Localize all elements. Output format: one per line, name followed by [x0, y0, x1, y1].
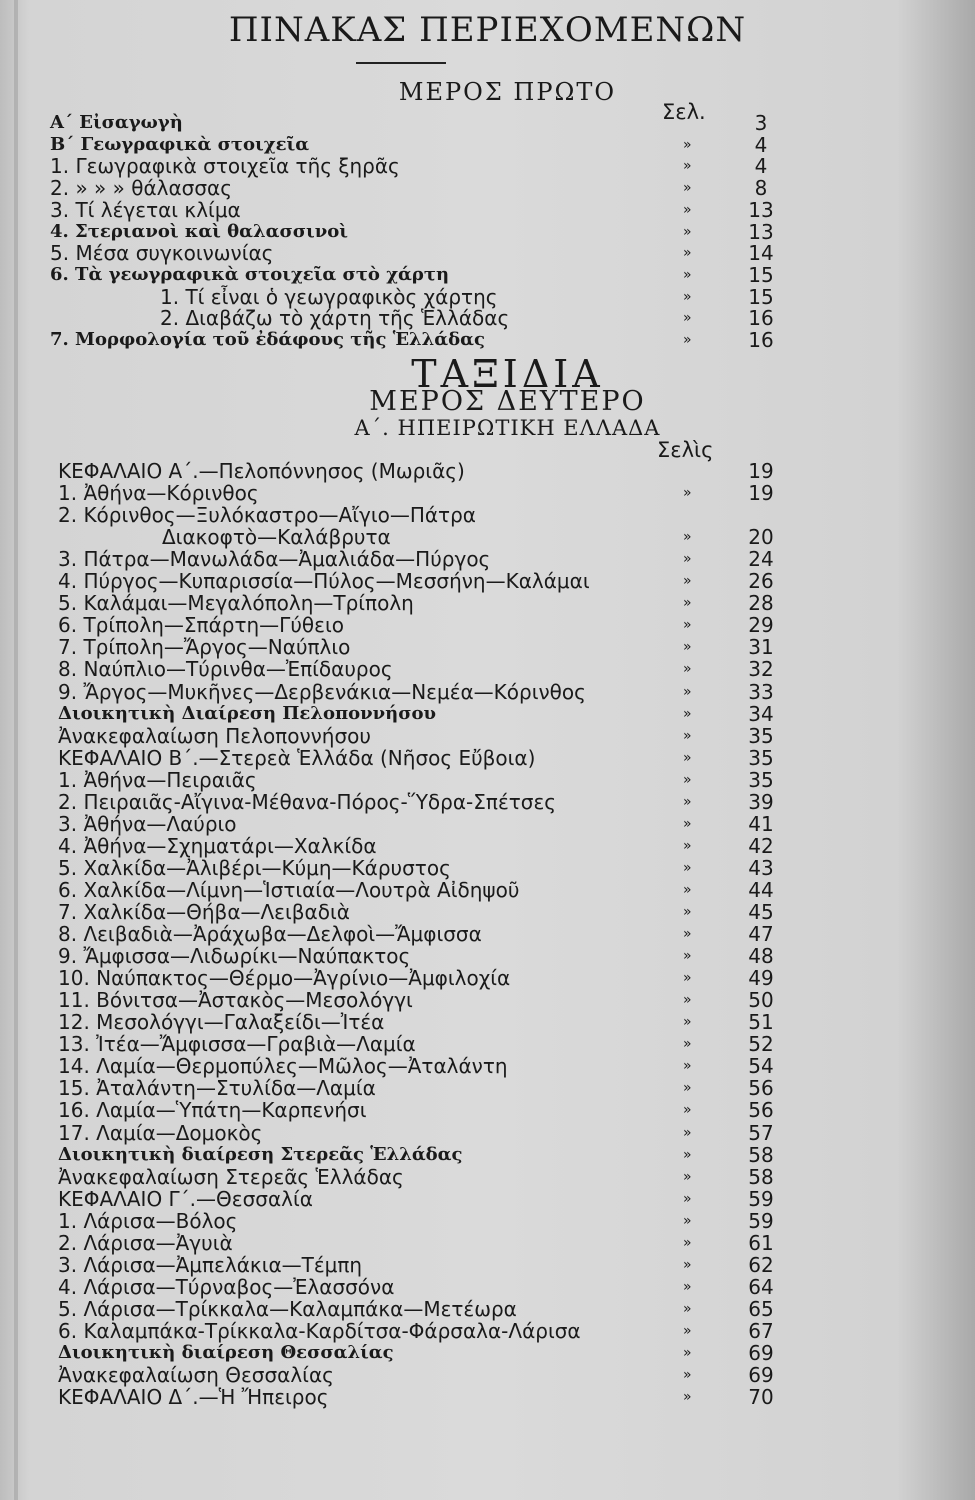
- toc-entry-ditto-mark: »: [683, 573, 692, 590]
- toc-entry: [0, 1144, 975, 1166]
- toc-entry-title: Β΄ Γεωγραφικὰ στοιχεῖα: [50, 133, 310, 155]
- toc-entry-page-number: 35: [748, 767, 774, 792]
- toc-entry: [0, 1298, 975, 1320]
- toc-entry-page-number: 16: [748, 328, 774, 352]
- toc-entry-page-number: 33: [748, 679, 774, 704]
- toc-entry: [0, 636, 975, 658]
- page-title: ΠΙΝΑΚΑΣ ΠΕΡΙΕΧΟΜΕΝΩΝ: [228, 10, 747, 50]
- toc-entry-ditto-mark: »: [683, 332, 692, 348]
- toc-entry-title: 7. Μορφολογία τοῦ ἐδάφους τῆς Ἑλλάδας: [50, 329, 485, 350]
- toc-entry-ditto-mark: »: [683, 992, 692, 1009]
- toc-entry-page-number: 42: [748, 833, 774, 858]
- toc-entry-title: 1. Λάρισα—Βόλος: [58, 1208, 238, 1233]
- toc-entry: [0, 307, 975, 329]
- toc-entry-page-number: 8: [754, 176, 768, 201]
- toc-entry: [0, 1364, 975, 1386]
- toc-entry-ditto-mark: »: [683, 793, 692, 810]
- toc-entry-title: 16. Λαμία—Ὑπάτη—Καρπενήσι: [58, 1098, 367, 1123]
- toc-entry: [0, 264, 975, 286]
- toc-entry-page-number: 56: [748, 1076, 774, 1101]
- toc-entry-title: Ἀνακεφαλαίωση Πελοποννήσου: [58, 723, 371, 748]
- toc-entry: [0, 155, 975, 177]
- toc-entry: [0, 1099, 975, 1121]
- toc-entry: [0, 1210, 975, 1232]
- toc-entry-page-number: 52: [748, 1032, 774, 1057]
- toc-entry-ditto-mark: »: [683, 948, 692, 965]
- toc-entry-page-number: 43: [748, 855, 774, 880]
- toc-entry-ditto-mark: »: [683, 881, 692, 898]
- toc-entry: [0, 592, 975, 614]
- toc-entry-ditto-mark: »: [683, 158, 692, 175]
- toc-entry: [0, 879, 975, 901]
- toc-entry-title: 1. Ἀθήνα—Πειραιᾶς: [58, 767, 257, 792]
- toc-entry-ditto-mark: »: [683, 1300, 692, 1317]
- toc-entry: [0, 329, 975, 351]
- toc-entry-ditto-mark: »: [683, 288, 692, 305]
- toc-entry-title: Διοικητικὴ Διαίρεση Πελοποννήσου: [58, 702, 436, 724]
- toc-entry: [0, 747, 975, 769]
- toc-entry: [0, 1033, 975, 1055]
- toc-entry: [0, 658, 975, 680]
- toc-entry-title: 1. Γεωγραφικὰ στοιχεῖα τῆς ξηρᾶς: [50, 154, 400, 179]
- toc-entry-page-number: 20: [748, 525, 774, 550]
- toc-entry-title: 2. Κόρινθος—Ξυλόκαστρο—Αἴγιο—Πάτρα: [58, 503, 476, 528]
- toc-entry-title: 6. Χαλκίδα—Λίμνη—Ἱστιαία—Λουτρὰ Αἰδηψοῦ: [58, 877, 520, 902]
- toc-entry-ditto-mark: »: [683, 970, 692, 987]
- toc-entry-title: 7. Τρίπολη—Ἄργος—Ναύπλιο: [58, 635, 351, 660]
- toc-entry-ditto-mark: »: [683, 617, 692, 634]
- toc-entry-ditto-mark: »: [683, 1212, 692, 1229]
- toc-entry-page-number: 13: [748, 197, 774, 222]
- toc-entry: [0, 945, 975, 967]
- toc-entry-title: Ἀνακεφαλαίωση Στερεᾶς Ἑλλάδας: [58, 1164, 404, 1189]
- toc-entry-ditto-mark: »: [683, 639, 692, 656]
- toc-entry-title: 3. Τί λέγεται κλίμα: [50, 197, 241, 222]
- toc-entry-title: 10. Ναύπακτος—Θέρμο—Ἀγρίνιο—Ἀμφιλοχία: [58, 966, 511, 991]
- toc-entry: [0, 1320, 975, 1342]
- toc-entry-title: ΚΕΦΑΛΑΙΟ Δ΄.—Ἡ Ἤπειρος: [58, 1385, 329, 1410]
- title-underline: [356, 62, 446, 64]
- toc-entry: [0, 923, 975, 945]
- toc-entry-ditto-mark: »: [683, 1190, 692, 1207]
- toc-entry-title: 3. Πάτρα—Μανωλάδα—Ἀμαλιάδα—Πύργος: [58, 547, 491, 572]
- toc-entry-page-number: 34: [748, 701, 774, 726]
- toc-entry-ditto-mark: »: [683, 1080, 692, 1097]
- toc-entry-title: 3. Λάρισα—Ἀμπελάκια—Τέμπη: [58, 1252, 363, 1277]
- toc-entry-page-number: 32: [748, 657, 774, 682]
- toc-entry-page-number: 35: [748, 723, 774, 748]
- toc-entry-title: ΚΕΦΑΛΑΙΟ Γ΄.—Θεσσαλία: [58, 1186, 313, 1211]
- trips-page-column-label: Σελὶς: [657, 438, 714, 462]
- toc-entry: [0, 1386, 975, 1408]
- toc-entry-title: 2. Πειραιᾶς-Αἴγινα-Μέθανα-Πόρος-Ὕδρα-Σπέτσες: [58, 789, 557, 814]
- toc-entry-page-number: 49: [748, 966, 774, 991]
- toc-entry-ditto-mark: »: [683, 201, 692, 218]
- toc-entry-title: 1. Τί εἶναι ὁ γεωγραφικὸς χάρτης: [160, 284, 498, 309]
- toc-entry-page-number: 51: [748, 1010, 774, 1035]
- toc-entry-ditto-mark: »: [683, 1058, 692, 1075]
- toc-entry-ditto-mark: »: [683, 1124, 692, 1141]
- toc-entry-title: Ἀνακεφαλαίωση Θεσσαλίας: [58, 1363, 334, 1388]
- toc-entry: [0, 1077, 975, 1099]
- toc-entry-title: Διοικητικὴ διαίρεση Θεσσαλίας: [58, 1342, 394, 1363]
- toc-entry-ditto-mark: »: [683, 859, 692, 876]
- toc-entry-ditto-mark: »: [683, 1389, 692, 1406]
- toc-entry: [0, 1232, 975, 1254]
- toc-entry: [0, 813, 975, 835]
- toc-entry-page-number: 15: [748, 284, 774, 309]
- toc-entry: [0, 1276, 975, 1298]
- toc-entry-ditto-mark: »: [683, 683, 692, 700]
- toc-entry-page-number: 70: [748, 1385, 774, 1410]
- part-one-page-column-label: Σελ.: [662, 100, 706, 124]
- toc-entry: [0, 967, 975, 989]
- toc-entry-page-number: 50: [748, 988, 774, 1013]
- toc-entry-title: 4. Ἀθήνα—Σχηματάρι—Χαλκίδα: [58, 833, 377, 858]
- toc-entry: [0, 504, 975, 526]
- toc-entry-page-number: 45: [748, 900, 774, 924]
- toc-entry-ditto-mark: »: [683, 661, 692, 678]
- toc-entry-page-number: 64: [748, 1274, 774, 1299]
- toc-entry-page-number: 19: [748, 459, 774, 483]
- toc-entry: [0, 134, 975, 156]
- toc-entry-ditto-mark: »: [683, 727, 692, 744]
- toc-entry-ditto-mark: »: [683, 1322, 692, 1339]
- toc-entry: [0, 1188, 975, 1210]
- toc-entry-ditto-mark: »: [683, 1036, 692, 1053]
- toc-entry-ditto-mark: »: [683, 1014, 692, 1031]
- toc-entry: [0, 570, 975, 592]
- toc-entry-ditto-mark: »: [683, 1146, 692, 1163]
- toc-entry-title: 15. Ἀταλάντη—Στυλίδα—Λαμία: [58, 1076, 376, 1101]
- toc-entry: [0, 482, 975, 504]
- toc-entry-title: ΚΕΦΑΛΑΙΟ Α΄.—Πελοπόννησος (Μωριᾶς): [58, 459, 465, 483]
- region-heading: Α΄. ΗΠΕΙΡΩΤΙΚΗ ΕΛΛΑΔΑ: [354, 416, 661, 440]
- toc-entry-page-number: 56: [748, 1098, 774, 1123]
- toc-entry-title: 7. Χαλκίδα—Θήβα—Λειβαδιὰ: [58, 900, 350, 924]
- toc-entry: [0, 1342, 975, 1364]
- toc-entry-title: 3. Ἀθήνα—Λαύριο: [58, 811, 237, 836]
- toc-entry-title: Α΄ Εἰσαγωγὴ: [50, 112, 183, 133]
- toc-entry: [0, 835, 975, 857]
- toc-entry-ditto-mark: »: [683, 1234, 692, 1251]
- toc-entry-page-number: 26: [748, 569, 774, 594]
- toc-entry-ditto-mark: »: [683, 1278, 692, 1295]
- toc-entry-ditto-mark: »: [683, 749, 692, 766]
- toc-entry-ditto-mark: »: [683, 837, 692, 854]
- toc-entry: [0, 199, 975, 221]
- toc-entry-page-number: 41: [748, 811, 774, 836]
- toc-entry-page-number: 35: [748, 745, 774, 770]
- toc-entry-ditto-mark: »: [683, 310, 692, 327]
- toc-entry-page-number: 14: [748, 241, 774, 266]
- toc-entry-title: 6. Τὰ γεωγραφικὰ στοιχεῖα στὸ χάρτη: [50, 263, 450, 285]
- toc-entry-page-number: 19: [748, 481, 774, 506]
- toc-entry-title: 8. Ναύπλιο—Τύρινθα—Ἐπίδαυρος: [58, 657, 393, 682]
- toc-entry-title: ΚΕΦΑΛΑΙΟ Β΄.—Στερεὰ Ἑλλάδα (Νῆσος Εὔβοια): [58, 745, 536, 770]
- toc-entry: [0, 112, 975, 134]
- toc-entry-ditto-mark: »: [683, 136, 692, 153]
- toc-entry: [0, 1011, 975, 1033]
- toc-entry-page-number: 62: [748, 1252, 774, 1277]
- toc-entry-ditto-mark: »: [683, 529, 692, 546]
- toc-entry-title: 4. Λάρισα—Τύρναβος—Ἐλασσόνα: [58, 1274, 395, 1299]
- toc-entry-page-number: 39: [748, 789, 774, 814]
- toc-entry-title: 4. Πύργος—Κυπαρισσία—Πύλος—Μεσσήνη—Καλάμαι: [58, 569, 590, 594]
- toc-entry-ditto-mark: »: [683, 223, 692, 240]
- toc-entry-page-number: 29: [748, 613, 774, 638]
- toc-entry: [0, 286, 975, 308]
- toc-entry-page-number: 16: [748, 306, 774, 331]
- toc-entry-page-number: 28: [748, 591, 774, 616]
- toc-entry-page-number: 24: [748, 547, 774, 572]
- toc-entry: [0, 703, 975, 725]
- toc-entry-ditto-mark: »: [683, 1102, 692, 1119]
- toc-entry-page-number: 69: [748, 1363, 774, 1388]
- toc-entry-page-number: 58: [748, 1164, 774, 1189]
- toc-entry: [0, 1254, 975, 1276]
- toc-entry-page-number: 54: [748, 1054, 774, 1079]
- toc-entry-title: 5. Χαλκίδα—Ἀλιβέρι—Κύμη—Κάρυστος: [58, 855, 451, 880]
- toc-entry-ditto-mark: »: [683, 771, 692, 788]
- toc-entry-page-number: 13: [748, 219, 774, 244]
- toc-entry: [0, 989, 975, 1011]
- toc-entry-ditto-mark: »: [683, 180, 692, 197]
- toc-entry-ditto-mark: »: [683, 926, 692, 943]
- toc-entry: [0, 1166, 975, 1188]
- toc-entry-title: 6. Καλαμπάκα-Τρίκκαλα-Καρδίτσα-Φάρσαλα-Λάρισα: [58, 1318, 581, 1343]
- toc-entry-page-number: 3: [754, 111, 768, 135]
- toc-entry-title: 11. Βόνιτσα—Ἀστακὸς—Μεσολόγγι: [58, 988, 413, 1013]
- toc-entry-ditto-mark: »: [683, 1256, 692, 1273]
- toc-entry-title: Διοικητικὴ διαίρεση Στερεᾶς Ἑλλάδας: [58, 1143, 463, 1165]
- toc-entry-ditto-mark: »: [683, 904, 692, 920]
- toc-entry: [0, 242, 975, 264]
- toc-entry-ditto-mark: »: [683, 1367, 692, 1384]
- toc-entry-ditto-mark: »: [683, 1345, 692, 1361]
- toc-entry-title: 1. Ἀθήνα—Κόρινθος: [58, 481, 259, 506]
- toc-entry-page-number: 61: [748, 1230, 774, 1255]
- toc-entry-ditto-mark: »: [683, 485, 692, 502]
- toc-entry-title: 5. Καλάμαι—Μεγαλόπολη—Τρίπολη: [58, 591, 414, 616]
- toc-entry-title: 8. Λειβαδιὰ—Ἀράχωβα—Δελφοὶ—Ἄμφισσα: [58, 922, 482, 947]
- toc-entry-ditto-mark: »: [683, 1168, 692, 1185]
- toc-entry: [0, 901, 975, 923]
- toc-entry-page-number: 4: [754, 132, 768, 157]
- toc-entry: [0, 791, 975, 813]
- toc-entry-page-number: 48: [748, 944, 774, 969]
- toc-entry-page-number: 58: [748, 1142, 774, 1167]
- toc-entry-page-number: 59: [748, 1208, 774, 1233]
- toc-entry-page-number: 44: [748, 877, 774, 902]
- toc-entry-ditto-mark: »: [683, 815, 692, 832]
- toc-entry-title: 2. Λάρισα—Ἀγυιὰ: [58, 1230, 233, 1255]
- toc-entry-title: 4. Στεριανοὶ καὶ θαλασσινοὶ: [50, 220, 348, 242]
- toc-entry-page-number: 59: [748, 1186, 774, 1211]
- toc-entry-title: 13. Ἰτέα—Ἄμφισσα—Γραβιὰ—Λαμία: [58, 1032, 416, 1057]
- toc-entry-page-number: 65: [748, 1296, 774, 1321]
- toc-entry: [0, 614, 975, 636]
- toc-entry-page-number: 57: [748, 1120, 774, 1145]
- toc-entry-title: 5. Λάρισα—Τρίκκαλα—Καλαμπάκα—Μετέωρα: [58, 1296, 517, 1321]
- toc-entry: [0, 526, 975, 548]
- toc-entry-ditto-mark: »: [683, 595, 692, 612]
- toc-entry-title: 6. Τρίπολη—Σπάρτη—Γύθειο: [58, 613, 344, 638]
- toc-entry-title: Διακοφτὸ—Καλάβρυτα: [162, 525, 391, 550]
- toc-entry-ditto-mark: »: [683, 245, 692, 262]
- toc-entry-title: 17. Λαμία—Δομοκὸς: [58, 1120, 263, 1145]
- toc-entry-page-number: 31: [748, 635, 774, 660]
- toc-entry: [0, 681, 975, 703]
- toc-entry: [0, 1122, 975, 1144]
- toc-entry-title: 9. Ἄργος—Μυκῆνες—Δερβενάκια—Νεμέα—Κόρινθος: [58, 679, 586, 704]
- toc-entry-page-number: 69: [748, 1341, 774, 1365]
- toc-entry-title: 2. Διαβάζω τὸ χάρτη τῆς Ἑλλάδας: [160, 306, 510, 331]
- toc-entry: [0, 769, 975, 791]
- toc-entry: [0, 857, 975, 879]
- toc-entry-page-number: 47: [748, 922, 774, 947]
- toc-entry-ditto-mark: »: [683, 705, 692, 722]
- toc-entry: [0, 177, 975, 199]
- toc-entry-page-number: 4: [754, 154, 768, 179]
- toc-entry: [0, 460, 975, 482]
- toc-entry-page-number: 67: [748, 1318, 774, 1343]
- toc-entry-title: 5. Μέσα συγκοινωνίας: [50, 241, 274, 266]
- part-one-heading: ΜΕΡΟΣ ΠΡΩΤΟ: [398, 78, 617, 106]
- toc-entry: [0, 221, 975, 243]
- toc-entry: [0, 725, 975, 747]
- toc-entry-title: 9. Ἄμφισσα—Λιδωρίκι—Ναύπακτος: [58, 944, 411, 969]
- toc-entry: [0, 548, 975, 570]
- toc-entry-title: 12. Μεσολόγγι—Γαλαξείδι—Ἰτέα: [58, 1010, 385, 1035]
- toc-entry-page-number: 15: [748, 262, 774, 287]
- toc-entry-ditto-mark: »: [683, 551, 692, 568]
- toc-entry-title: 2. » » » θάλασσας: [50, 176, 232, 201]
- toc-entry-ditto-mark: »: [683, 266, 692, 283]
- toc-entry-title: 14. Λαμία—Θερμοπύλες—Μῶλος—Ἀταλάντη: [58, 1054, 508, 1079]
- trips-heading: ΤΑΞΙΔΙΑ: [411, 352, 604, 396]
- part-two-heading: ΜΕΡΟΣ ΔΕΥΤΕΡΟ: [369, 386, 646, 417]
- toc-entry: [0, 1055, 975, 1077]
